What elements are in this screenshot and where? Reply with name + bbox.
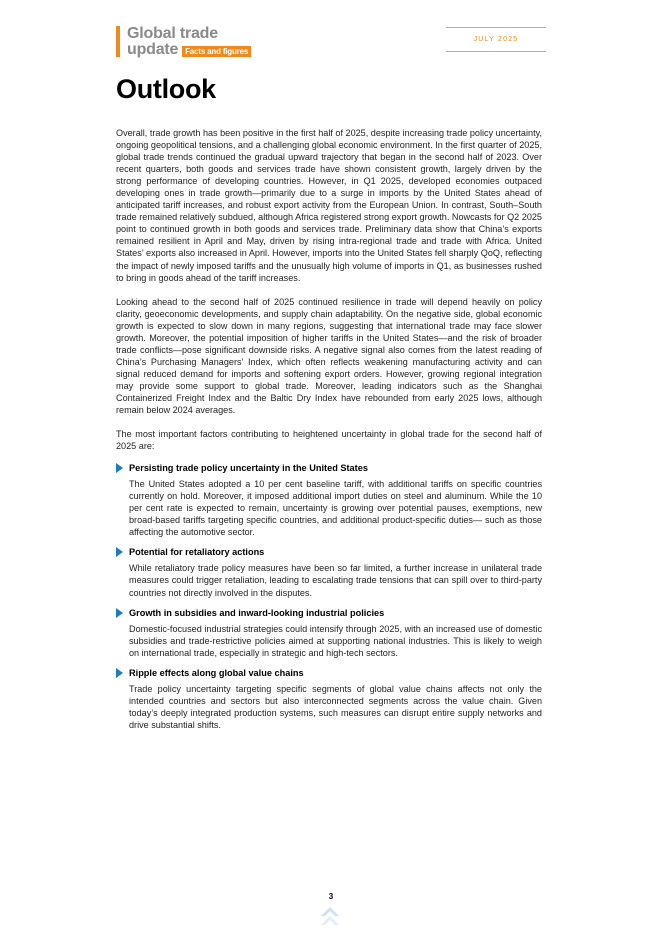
- page-number: 3: [328, 892, 334, 901]
- brand-line2: update: [127, 41, 179, 58]
- issue-date: JULY 2025: [473, 36, 519, 43]
- paragraph: The most important factors contributing to heightened uncertainty in global trade for the second half of 2025 are:: [116, 429, 542, 452]
- triangle-bullet-icon: [116, 463, 123, 473]
- triangle-bullet-icon: [116, 608, 123, 618]
- factor-item: [116, 462, 542, 538]
- factor-item: [116, 607, 542, 659]
- factor-title: Ripple effects along global value chains: [129, 667, 304, 678]
- brand-badge: Facts and figures: [182, 46, 251, 57]
- factor-body: Trade policy uncertainty targeting specific segments of global value chains affects not only the intended countries and sectors but also interconnected segments across the value chain. Given today’s deeply integrated production systems, such measures can disrupt entire supply networks and drive substantial shifts.: [129, 683, 542, 730]
- factor-body: The United States adopted a 10 per cent baseline tariff, with additional tariffs on specific countries currently on hold. Moreover, it imposed additional import duties on steel and aluminum. While the 10 per cent rate is expected to remain, uncertainty is growing over potential pauses, exemptions, new broad-based tariffs targeting specific countries, and additional product-specific duties— such as those affecting the automotive sector.: [129, 479, 542, 538]
- date-box: [446, 27, 546, 52]
- factor-body: Domestic-focused industrial strategies could intensify through 2025, with an increased use of domestic subsidies and trade-restrictive policies aimed at supporting national industries. This is likely to weigh on international trade, especially in strategic and high-tech sectors.: [129, 623, 542, 658]
- paragraph: Overall, trade growth has been positive in the first half of 2025, despite increasing trade policy uncertainty, ongoing geopolitical tensions, and a challenging global economic environment. In the first quarter of 2025, global trade trends continued the gradual upward trajectory that began in the second half of 2023. Over recent quarters, both goods and services trade have shown consistent growth, largely driven by the strong performance of developing countries. However, in Q1 2025, developed economies outpaced developing ones in trade growth—primarily due to a surge in imports by the United States ahead of anticipated tariff increases, and robust export activity from the European Union. In contrast, South–South trade remained relatively subdued, although Africa registered strong export growth. Nowcasts for Q2 2025 point to continued growth in both goods and services trade. Preliminary data show that China’s exports remained resilient in April and May, driven by rising intra-regional trade and trade with Africa. United States’ exports also increased in April. However, imports into the United States fell sharply QoQ, reflecting the impact of newly imposed tariffs and the unusually high volume of imports in Q1, as businesses rushed to bring in goods ahead of the tariff increases.: [116, 128, 542, 283]
- brand-logo: [127, 26, 251, 58]
- header: [116, 26, 546, 60]
- brand-accent-bar: [116, 26, 120, 57]
- up-arrow-icon[interactable]: [320, 906, 340, 928]
- factor-title: Growth in subsidies and inward-looking industrial policies: [129, 607, 385, 618]
- factor-item: [116, 667, 542, 731]
- paragraph: Looking ahead to the second half of 2025 continued resilience in trade will depend heavily on policy clarity, geoeconomic developments, and supply chain adaptability. On the negative side, global economic growth is expected to slow down in many regions, suggesting that international trade may face slower growth. Moreover, the potential imposition of higher tariffs in the United States—and the risk of broader trade conflicts—pose significant downside risks. A negative signal also comes from the latest reading of China’s Purchasing Managers’ Index, which often reflects weakening manufacturing activity and can signal reduced demand for imports and softening export orders. However, growing regional integration may provide some support to global trade. Moreover, leading indicators such as the Shanghai Containerized Freight Index and the Baltic Dry Index have rebounded from early 2025 lows, although remain below 2024 averages.: [116, 296, 542, 416]
- factor-item: [116, 546, 542, 598]
- main-content: [116, 127, 542, 739]
- page-title: Outlook: [116, 74, 216, 104]
- factor-title: Persisting trade policy uncertainty in the United States: [129, 463, 368, 474]
- factor-body: While retaliatory trade policy measures have been so far limited, a further increase in unilateral trade measures could trigger retaliation, leading to escalating trade tensions that can spill over to third-party countries not directly involved in the disputes.: [129, 563, 542, 598]
- triangle-bullet-icon: [116, 668, 123, 678]
- triangle-bullet-icon: [116, 547, 123, 557]
- factor-title: Potential for retaliatory actions: [129, 547, 265, 558]
- brand-line1: Global trade: [127, 25, 218, 42]
